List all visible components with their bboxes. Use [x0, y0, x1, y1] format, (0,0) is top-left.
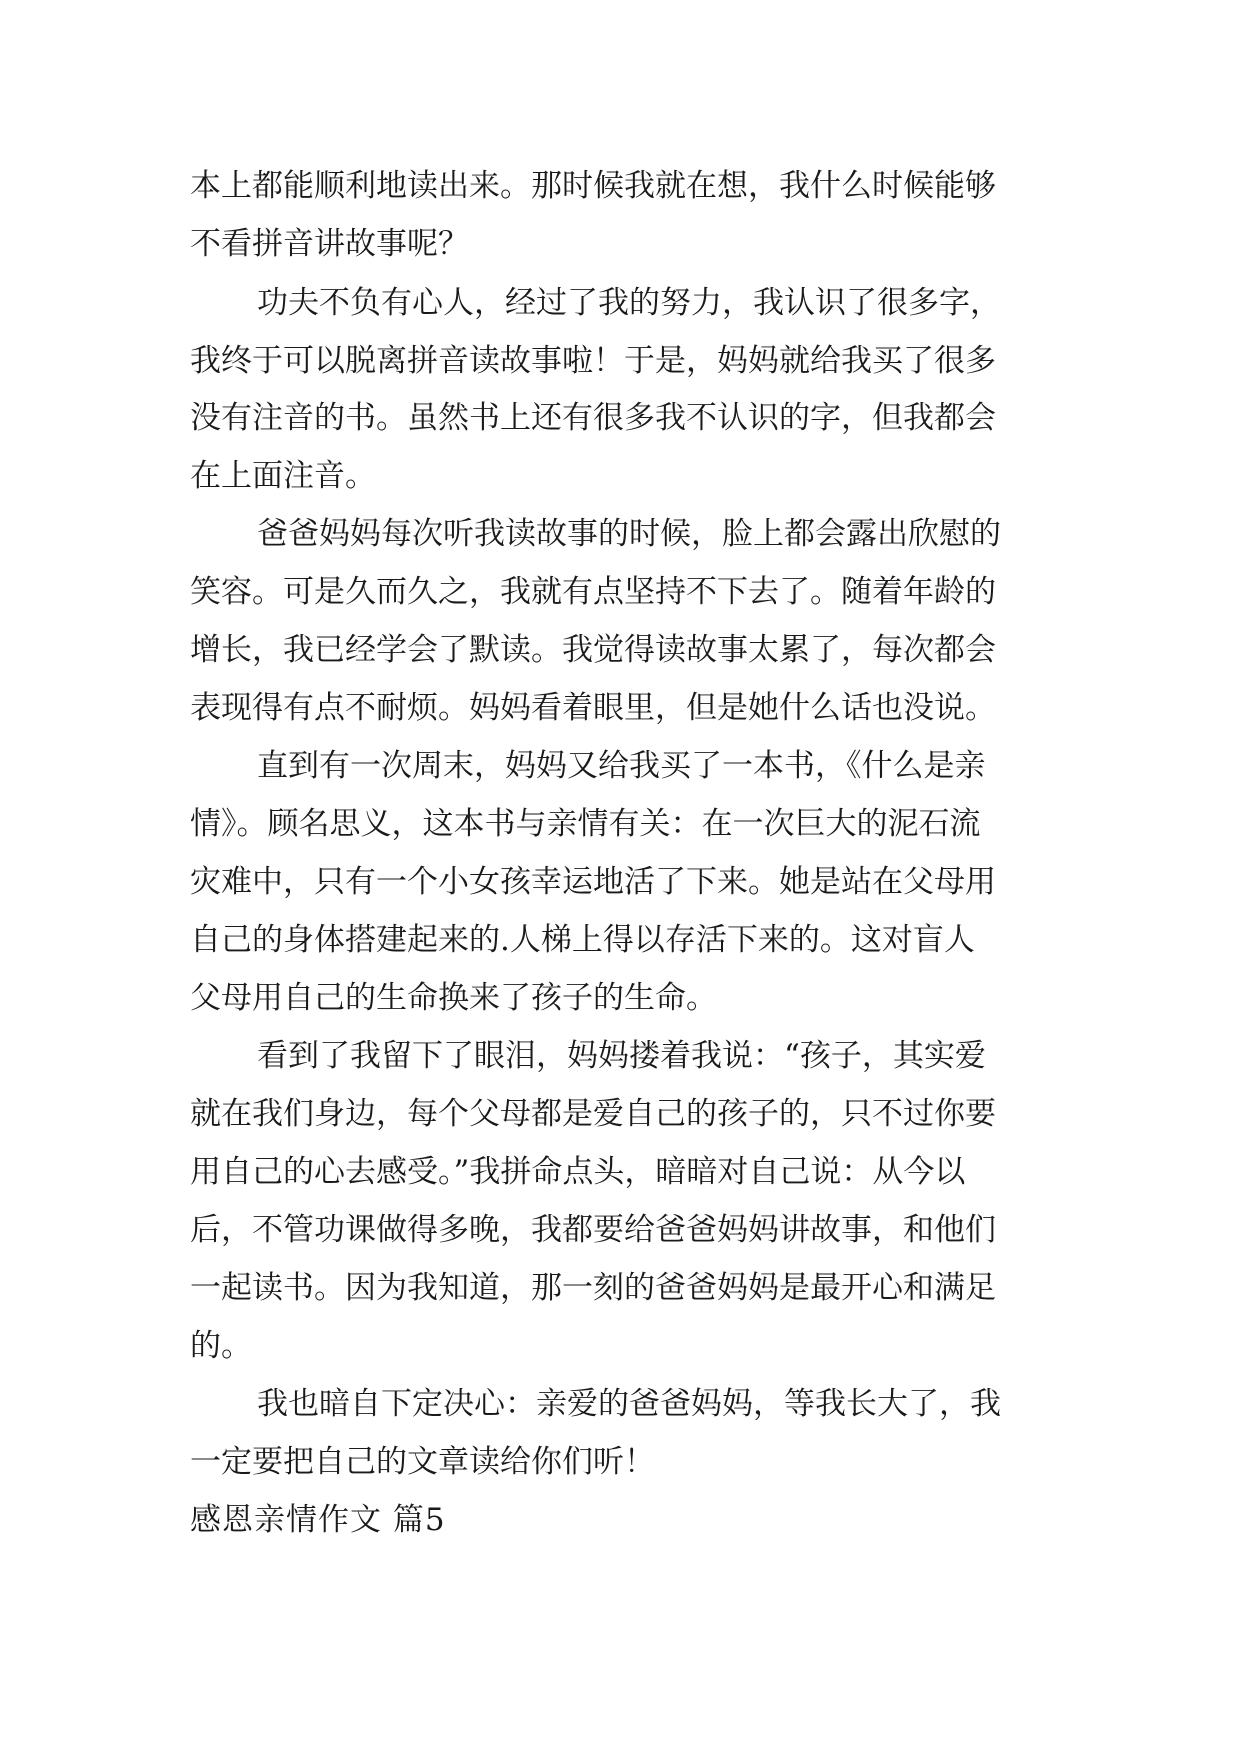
text-line: 后，不管功课做得多晚，我都要给爸爸妈妈讲故事，和他们 — [190, 1212, 996, 1248]
text-line: 不看拼音讲故事呢？ — [190, 226, 469, 262]
paragraph-first-line: 我也暗自下定决心：亲爱的爸爸妈妈，等我长大了，我 — [257, 1386, 1001, 1422]
text-line: 增长，我已经学会了默读。我觉得读故事太累了，每次都会 — [190, 632, 996, 668]
text-line: 本上都能顺利地读出来。那时候我就在想，我什么时候能够 — [190, 168, 996, 204]
text-line: 在上面注音。 — [190, 458, 376, 494]
paragraph-first-line: 看到了我留下了眼泪，妈妈搂着我说：“孩子，其实爱 — [257, 1038, 986, 1074]
paragraph-first-line: 直到有一次周末，妈妈又给我买了一本书，《什么是亲 — [257, 748, 986, 784]
paragraph-first-line: 爸爸妈妈每次听我读故事的时候，脸上都会露出欣慰的 — [257, 516, 1001, 552]
text-line: 我终于可以脱离拼音读故事啦！于是，妈妈就给我买了很多 — [190, 343, 996, 379]
text-line: 没有注音的书。虽然书上还有很多我不认识的字，但我都会 — [190, 400, 996, 436]
text-line: 的。 — [190, 1328, 252, 1364]
text-line: 灾难中，只有一个小女孩幸运地活了下来。她是站在父母用 — [190, 864, 996, 900]
text-line: 一起读书。因为我知道，那一刻的爸爸妈妈是最开心和满足 — [190, 1270, 996, 1306]
section-heading: 感恩亲情作文 篇5 — [190, 1502, 446, 1538]
text-line: 就在我们身边，每个父母都是爱自己的孩子的，只不过你要 — [190, 1096, 996, 1132]
text-line: 情》。顾名思义，这本书与亲情有关：在一次巨大的泥石流 — [190, 806, 981, 842]
text-line: 一定要把自己的文章读给你们听！ — [190, 1444, 655, 1480]
text-line: 自己的身体搭建起来的.人梯上得以存活下来的。这对盲人 — [190, 922, 975, 958]
text-line: 笑容。可是久而久之，我就有点坚持不下去了。随着年龄的 — [190, 574, 996, 610]
text-line: 用自己的心去感受。”我拼命点头，暗暗对自己说：从今以 — [190, 1154, 966, 1190]
paragraph-first-line: 功夫不负有心人，经过了我的努力，我认识了很多字， — [257, 285, 1001, 321]
text-line: 父母用自己的生命换来了孩子的生命。 — [190, 980, 717, 1016]
text-line: 表现得有点不耐烦。妈妈看着眼里，但是她什么话也没说。 — [190, 690, 996, 726]
